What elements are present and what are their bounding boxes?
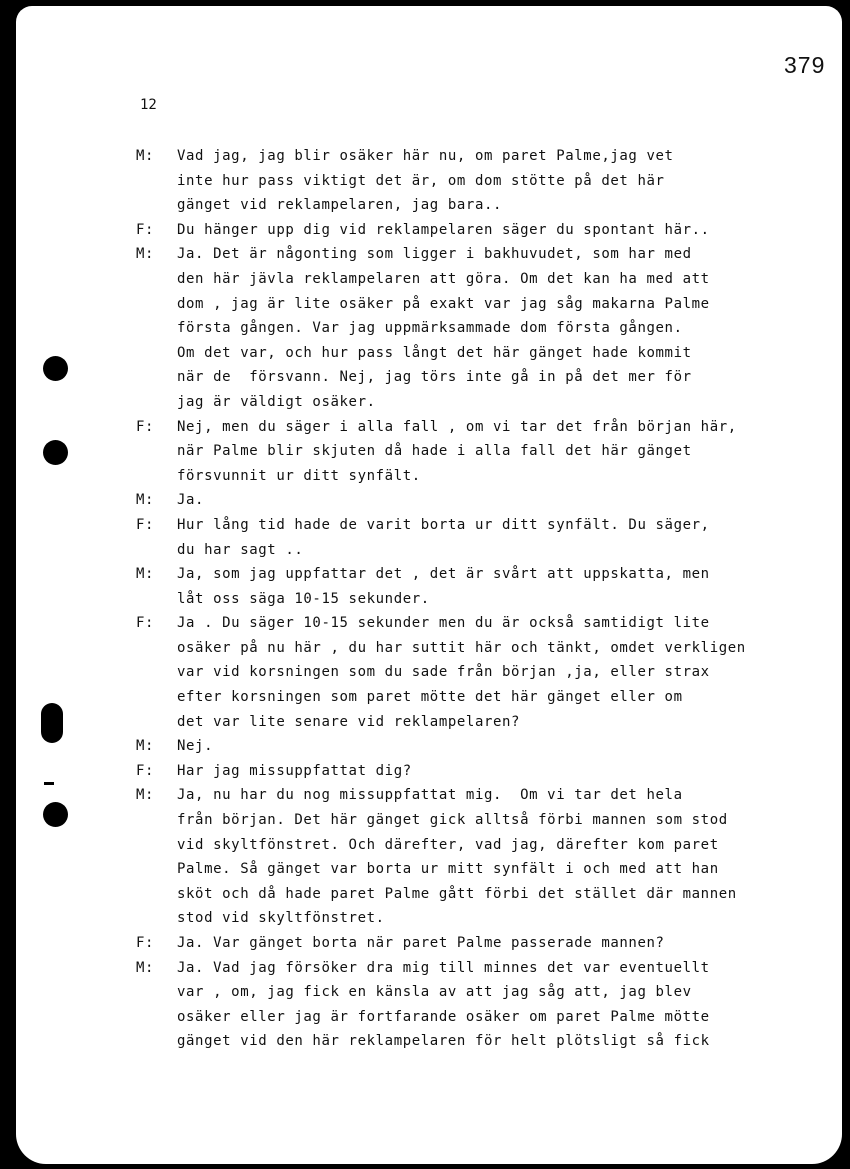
speaker-label: F: xyxy=(136,762,155,779)
punch-hole xyxy=(43,356,68,381)
transcript-line xyxy=(136,144,816,169)
speaker-label: M: xyxy=(136,959,155,976)
punch-hole xyxy=(43,440,68,465)
margin-mark xyxy=(44,782,54,785)
transcript-line xyxy=(136,464,816,489)
transcript xyxy=(136,144,816,1054)
transcript-line xyxy=(136,169,816,194)
line-text: gänget vid reklampelaren, jag bara.. xyxy=(177,197,503,214)
transcript-line xyxy=(136,906,816,931)
speaker-label: F: xyxy=(136,221,155,238)
line-text: Ja . Du säger 10-15 sekunder men du är också samtidigt lite xyxy=(177,615,710,632)
line-text: inte hur pass viktigt det är, om dom stötte på det här xyxy=(177,172,665,189)
line-text: Ja. Vad jag försöker dra mig till minnes det var eventuellt xyxy=(177,959,710,976)
line-text: jag är väldigt osäker. xyxy=(177,393,376,410)
line-text: Palme. Så gänget var borta ur mitt synfält i och med att han xyxy=(177,861,719,878)
line-text: osäker på nu här , du har suttit här och tänkt, omdet verkligen xyxy=(177,639,746,656)
transcript-line xyxy=(136,808,816,833)
transcript-line xyxy=(136,415,816,440)
transcript-line xyxy=(136,365,816,390)
punch-hole xyxy=(41,703,63,743)
line-text: efter korsningen som paret mötte det här gänget eller om xyxy=(177,689,683,706)
transcript-line xyxy=(136,439,816,464)
line-text: dom , jag är lite osäker på exakt var jag såg makarna Palme xyxy=(177,295,710,312)
page-number: 379 xyxy=(784,52,826,78)
line-text: stod vid skyltfönstret. xyxy=(177,910,385,927)
transcript-line xyxy=(136,636,816,661)
speaker-label: F: xyxy=(136,615,155,632)
transcript-line xyxy=(136,242,816,267)
line-text: Har jag missuppfattat dig? xyxy=(177,762,412,779)
line-text: Hur lång tid hade de varit borta ur ditt synfält. Du säger, xyxy=(177,516,710,533)
line-text: Ja. Det är någonting som ligger i bakhuvudet, som har med xyxy=(177,246,692,263)
line-text: Du hänger upp dig vid reklampelaren säger du spontant här.. xyxy=(177,221,710,238)
line-text: låt oss säga 10-15 sekunder. xyxy=(177,590,430,607)
line-text: när de försvann. Nej, jag törs inte gå in på det mer för xyxy=(177,369,692,386)
transcript-line xyxy=(136,685,816,710)
transcript-line xyxy=(136,267,816,292)
transcript-line xyxy=(136,1029,816,1054)
line-text: Ja. Var gänget borta när paret Palme passerade mannen? xyxy=(177,935,665,951)
line-text: Ja, nu har du nog missuppfattat mig. Om vi tar det hela xyxy=(177,787,683,804)
transcript-line xyxy=(136,390,816,415)
transcript-line xyxy=(136,660,816,685)
line-text: första gången. Var jag uppmärksammade dom första gången. xyxy=(177,320,683,337)
transcript-line xyxy=(136,833,816,858)
transcript-line xyxy=(136,292,816,317)
speaker-label: M: xyxy=(136,787,155,804)
transcript-line xyxy=(136,857,816,882)
transcript-line xyxy=(136,488,816,513)
transcript-line xyxy=(136,587,816,612)
transcript-line xyxy=(136,538,816,563)
line-text: sköt och då hade paret Palme gått förbi det stället där mannen xyxy=(177,885,737,902)
transcript-line xyxy=(136,1005,816,1030)
punch-hole xyxy=(43,802,68,827)
line-text: osäker eller jag är fortfarande osäker om paret Palme mötte xyxy=(177,1008,710,1025)
line-text: den här jävla reklampelaren att göra. Om det kan ha med att xyxy=(177,270,710,287)
speaker-label: M: xyxy=(136,492,155,509)
speaker-label: F: xyxy=(136,516,155,533)
transcript-line xyxy=(136,513,816,538)
line-text: Nej, men du säger i alla fall , om vi tar det från början här, xyxy=(177,418,737,435)
transcript-line xyxy=(136,218,816,243)
line-text: var , om, jag fick en känsla av att jag såg att, jag blev xyxy=(177,984,692,1001)
line-text: du har sagt .. xyxy=(177,541,304,558)
transcript-line xyxy=(136,316,816,341)
transcript-line xyxy=(136,193,816,218)
transcript-line xyxy=(136,341,816,366)
speaker-label: F: xyxy=(136,935,155,951)
line-text: det var lite senare vid reklampelaren? xyxy=(177,713,521,730)
transcript-line xyxy=(136,562,816,587)
transcript-line xyxy=(136,759,816,784)
line-text: var vid korsningen som du sade från början ,ja, eller strax xyxy=(177,664,710,681)
speaker-label: M: xyxy=(136,566,155,583)
line-text: Nej. xyxy=(177,738,214,755)
line-text: Ja, som jag uppfattar det , det är svårt att uppskatta, men xyxy=(177,566,710,583)
line-text: från början. Det här gänget gick alltså förbi mannen som stod xyxy=(177,812,728,829)
line-text: när Palme blir skjuten då hade i alla fall det här gänget xyxy=(177,443,692,460)
transcript-line xyxy=(136,611,816,636)
section-number: 12 xyxy=(140,97,157,113)
line-text: Ja. xyxy=(177,492,205,509)
transcript-line xyxy=(136,956,816,981)
line-text: försvunnit ur ditt synfält. xyxy=(177,467,421,484)
transcript-line xyxy=(136,710,816,735)
transcript-line xyxy=(136,783,816,808)
transcript-line xyxy=(136,882,816,907)
speaker-label: M: xyxy=(136,246,155,263)
transcript-line xyxy=(136,931,816,956)
speaker-label: M: xyxy=(136,738,155,755)
line-text: Om det var, och hur pass långt det här gänget hade kommit xyxy=(177,344,692,361)
line-text: vid skyltfönstret. Och därefter, vad jag, därefter kom paret xyxy=(177,836,719,853)
line-text: Vad jag, jag blir osäker här nu, om paret Palme,jag vet xyxy=(177,148,674,164)
speaker-label: M: xyxy=(136,148,155,164)
transcript-line xyxy=(136,734,816,759)
document-page xyxy=(16,6,842,1164)
line-text: gänget vid den här reklampelaren för helt plötsligt så fick xyxy=(177,1033,710,1050)
transcript-line xyxy=(136,980,816,1005)
speaker-label: F: xyxy=(136,418,155,435)
